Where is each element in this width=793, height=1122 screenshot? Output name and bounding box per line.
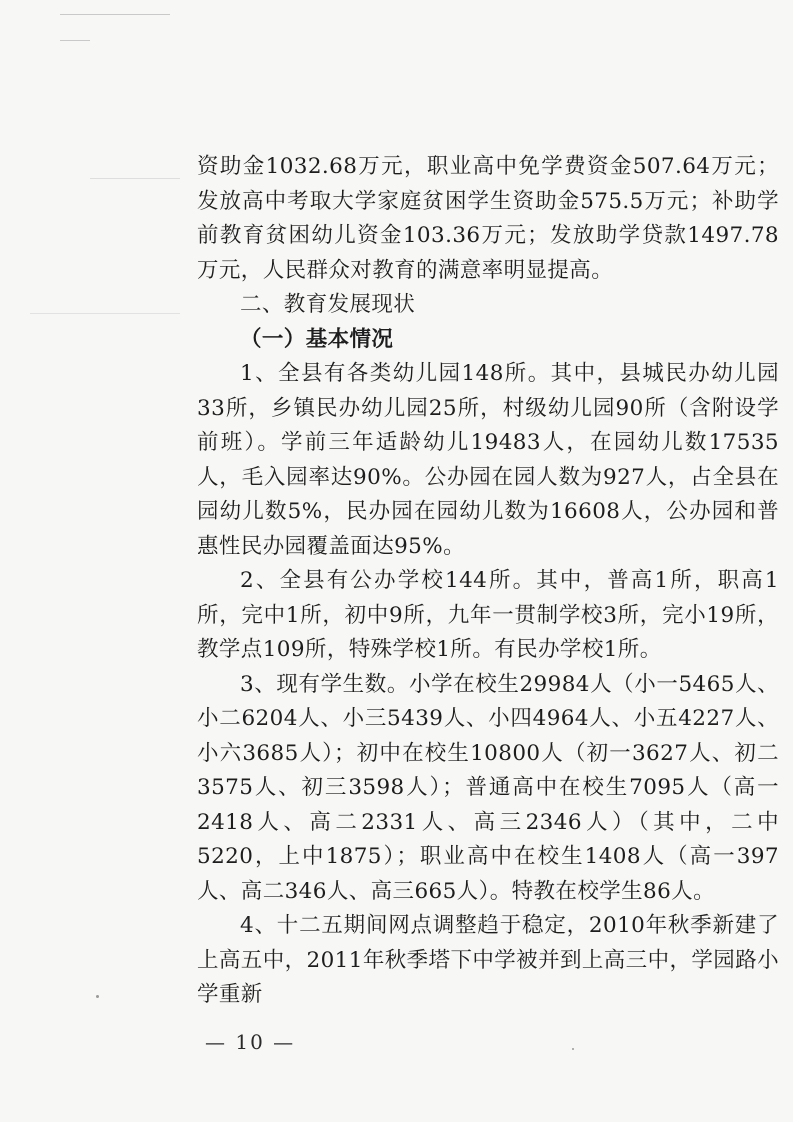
scan-artifact-line — [60, 14, 170, 15]
document-body — [197, 150, 779, 1013]
paragraph-public-schools: 2、全县有公办学校144所。其中，普高1所，职高1所，完中1所，初中9所，九年一贯制学校3所，完小19所，教学点109所，特殊学校1所。有民办学校1所。 — [197, 568, 779, 662]
scan-speck — [572, 1048, 574, 1050]
continuation-paragraph: 资助金1032.68万元，职业高中免学费资金507.64万元；发放高中考取大学家庭贫困学生资助金575.5万元；补助学前教育贫困幼儿资金103.36万元；发放助学贷款1497.78万元，人民群众对教育的满意率明显提高。 — [197, 154, 779, 283]
subsection-title: （一）基本情况 — [240, 326, 394, 352]
page-number: — 10 — — [205, 1030, 296, 1054]
paragraph-network-adjustment: 4、十二五期间网点调整趋于稳定，2010年秋季新建了上高五中，2011年秋季塔下中学被并到上高三中，学园路小学重新 — [197, 913, 779, 1007]
paragraph-kindergartens: 1、全县有各类幼儿园148所。其中，县城民办幼儿园33所，乡镇民办幼儿园25所，村级幼儿园90所（含附设学前班）。学前三年适龄幼儿19483人，在园幼儿数17535人，毛入园率达90%。公办园在园人数为927人，占全县在园幼儿数5%，民办园在园幼儿数为16608人，公办园和普惠性民办园覆盖面达95%。 — [197, 361, 779, 559]
section-title: 二、教育发展现状 — [240, 292, 416, 317]
scan-artifact-line — [90, 178, 180, 179]
paragraph-student-numbers: 3、现有学生数。小学在校生29984人（小一5465人、小二6204人、小三5439人、小四4964人、小五4227人、小六3685人）；初中在校生10800人（初一3627人、初二3575人、初三3598人）；普通高中在校生7095人（高一2418人、高二2331人、高三2346人）（其中，二中5220，上中1875）；职业高中在校生1408人（高一397人、高二346人、高三665人）。特教在校学生86人。 — [197, 671, 779, 904]
scan-artifact-line — [30, 313, 180, 314]
scan-speck — [96, 995, 99, 998]
scan-artifact-line — [60, 40, 90, 41]
